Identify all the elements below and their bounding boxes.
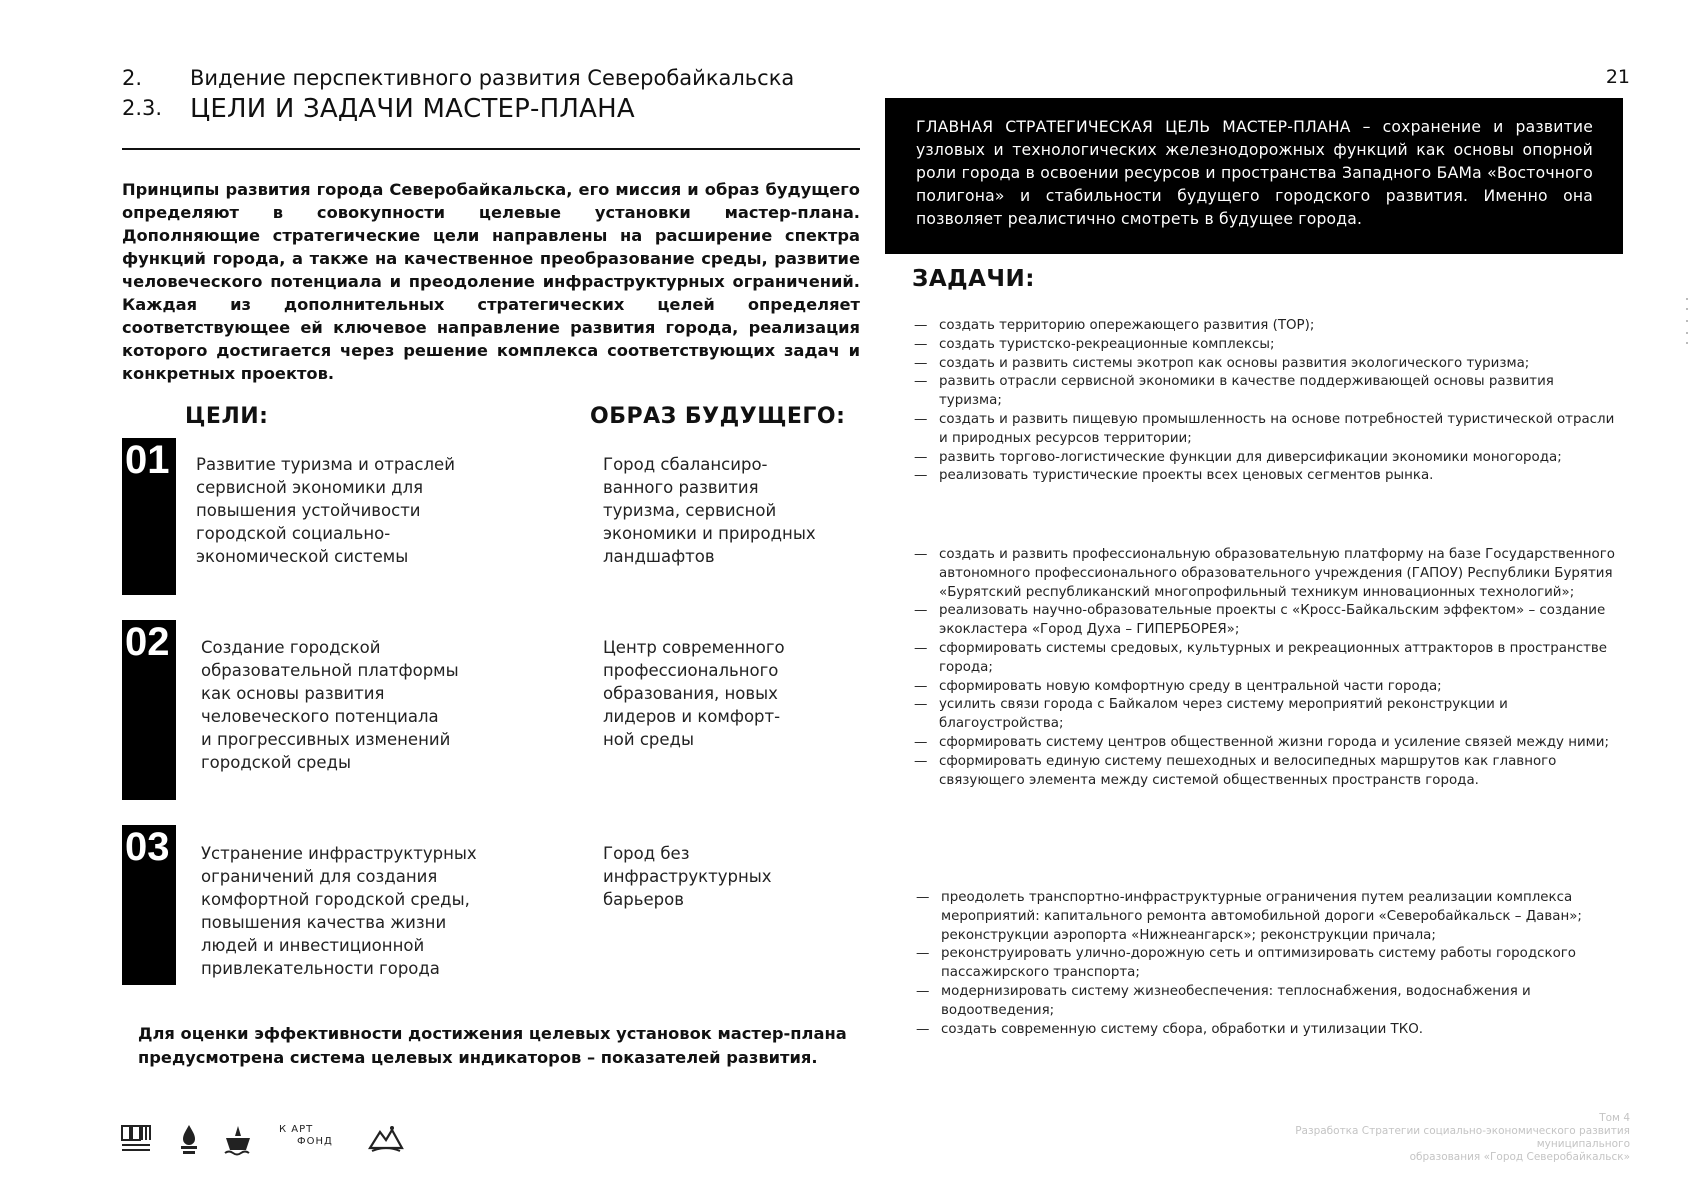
task-item: — создать и развить профессиональную образовательную платформу на базе Государственного автономного профессионального образовательного учреждения (ГАПОУ) Республики Бурятия «Бурятский республиканский многопрофильный техникум инновационных технологий»; (914, 546, 1619, 602)
goal-text-line: Создание городской (201, 638, 381, 657)
boat-emblem-icon (223, 1122, 253, 1156)
task-item: — сформировать системы средовых, культурных и рекреационных аттракторов в пространстве города; (914, 640, 1619, 678)
tasks-list-tourism (914, 317, 1619, 486)
goal-text-line: привлекательности города (201, 959, 440, 978)
future-text-line: образования, новых (603, 684, 778, 703)
goal-text-line: Развитие туризма и отраслей (196, 455, 455, 474)
goal-text-line: городской среды (201, 753, 351, 772)
future-text (603, 842, 772, 911)
tasks-list-infrastructure (916, 889, 1621, 1039)
future-text-line: профессионального (603, 661, 779, 680)
task-item: — создать и развить пищевую промышленность на основе потребностей туристической отрасли и природных ресурсов территории; (914, 411, 1619, 449)
task-item: — преодолеть транспортно-инфраструктурные ограничения путем реализации комплекса мероприятий: капитального ремонта автомобильной дороги «Северобайкальск – Даван»; реконструкции аэропорта «Нижнеангарск»; реконструкции причала; (916, 889, 1621, 945)
goal-number-block (122, 620, 176, 800)
dom-logo-icon (120, 1122, 152, 1156)
task-item: — реализовать научно-образовательные проекты с «Кросс-Байкальским эффектом» – создание экокластера «Город Духа – ГИПЕРБОРЕЯ»; (914, 602, 1619, 640)
future-heading: ОБРАЗ БУДУЩЕГО: (590, 404, 846, 429)
drop-emblem-icon (178, 1122, 200, 1156)
tasks-heading: ЗАДАЧИ: (912, 266, 1035, 292)
goal-text-line: повышения устойчивости (196, 501, 421, 520)
future-text-line: туризма, сервисной (603, 501, 777, 520)
task-item: — сформировать систему центров общественной жизни города и усиление связей между ними; (914, 734, 1619, 753)
tasks-list-education (914, 546, 1619, 790)
indicators-note: Для оценки эффективности достижения целевых установок мастер-плана предусмотрена система целевых индикаторов – показателей развития. (138, 1024, 847, 1067)
kart-logo-text: К АРТ (279, 1124, 314, 1135)
future-text (603, 453, 816, 568)
future-text-line: ванного развития (603, 478, 759, 497)
credit-title: Разработка Стратегии социально-экономического развития муниципального (1295, 1125, 1630, 1150)
future-text-line: Город сбалансиро- (603, 455, 768, 474)
main-strategic-goal-box (885, 98, 1623, 254)
page-title: ЦЕЛИ И ЗАДАЧИ МАСТЕР-ПЛАНА (190, 94, 635, 124)
section-title: Видение перспективного развития Северобайкальска (190, 66, 795, 90)
goals-heading: ЦЕЛИ: (185, 404, 269, 429)
task-item: — развить отрасли сервисной экономики в качестве поддерживающей основы развития туризма; (914, 373, 1619, 411)
intro-paragraph: Принципы развития города Северобайкальска, его миссия и образ будущего определяют в совокупности целевые установки мастер-плана. Дополняющие стратегические цели направлены на расширение спектра функций города, а также на качественное преобразование среды, развитие человеческого потенциала и преодоление инфраструктурных ограничений. Каждая из дополнительных стратегических целей определяет соответствующее ей ключевое направление развития города, реализация которого достигается через решение комплекса соответствующих задач и конкретных проектов. (122, 180, 860, 383)
mountain-emblem-icon (368, 1122, 404, 1156)
future-text-line: Центр современного (603, 638, 785, 657)
goal-text-line: образовательной платформы (201, 661, 459, 680)
task-item: — сформировать единую систему пешеходных и велосипедных маршрутов как главного связующего элемента между системой общественных пространств города. (914, 753, 1619, 791)
future-text-line: ландшафтов (603, 547, 715, 566)
main-goal-text: – сохранение и развитие узловых и технологических железнодорожных функций как основы опорной роли города в освоении ресурсов и пространства Западного БАМа «Восточного полигона» и стабильности будущего городского развития. Именно она позволяет реалистично смотреть в будущее города. (916, 118, 1593, 228)
task-item: — создать территорию опережающего развития (ТОР); (914, 317, 1619, 336)
future-text-line: лидеров и комфорт- (603, 707, 781, 726)
goal-number-block (122, 825, 176, 985)
subsection-number: 2.3. (122, 96, 163, 120)
goal-number: 02 (125, 620, 170, 664)
credit-volume: Том 4 (1599, 1112, 1630, 1124)
edge-marks (1684, 298, 1690, 344)
page-number: 21 (1605, 66, 1630, 88)
task-item: — развить торгово-логистические функции для диверсификации экономики моногорода; (914, 449, 1619, 468)
credit-subtitle: образования «Город Северобайкальск» (1409, 1151, 1630, 1163)
goal-text-line: Устранение инфраструктурных (201, 844, 477, 863)
section-heading (122, 66, 794, 90)
main-goal-lead: ГЛАВНАЯ СТРАТЕГИЧЕСКАЯ ЦЕЛЬ МАСТЕР-ПЛАНА (916, 118, 1351, 136)
goal-text-line: и прогрессивных изменений (201, 730, 451, 749)
goal-text-line: комфортной городской среды, (201, 890, 470, 909)
goal-text (201, 636, 459, 774)
future-text-line: барьеров (603, 890, 684, 909)
goal-text-line: сервисной экономики для (196, 478, 424, 497)
task-item: — модернизировать систему жизнеобеспечения: теплоснабжения, водоснабжения и водоотведения; (916, 983, 1621, 1021)
future-text-line: инфраструктурных (603, 867, 772, 886)
goal-text-line: человеческого потенциала (201, 707, 439, 726)
task-item: — создать туристско-рекреационные комплексы; (914, 336, 1619, 355)
future-text-line: Город без (603, 844, 690, 863)
goal-text-line: ограничений для создания (201, 867, 438, 886)
document-credit (1240, 1112, 1630, 1164)
goal-number-block (122, 438, 176, 595)
task-item: — создать и развить системы экотроп как основы развития экологического туризма; (914, 355, 1619, 374)
kart-fond-logo (279, 1124, 333, 1148)
task-item: — сформировать новую комфортную среду в центральной части города; (914, 678, 1619, 697)
task-item: — создать современную систему сбора, обработки и утилизации ТКО. (916, 1021, 1621, 1040)
goal-text-line: городской социально- (196, 524, 391, 543)
future-text (603, 636, 785, 751)
subsection-heading (122, 94, 635, 124)
task-item: — реконструировать улично-дорожную сеть и оптимизировать систему работы городского пассажирского транспорта; (916, 945, 1621, 983)
goal-text-line: как основы развития (201, 684, 385, 703)
section-number: 2. (122, 66, 143, 90)
future-text-line: экономики и природных (603, 524, 816, 543)
header-divider (122, 148, 860, 150)
fond-logo-text: ФОНД (297, 1136, 333, 1147)
goal-text (196, 453, 455, 568)
goal-text-line: экономической системы (196, 547, 409, 566)
goal-text (201, 842, 477, 980)
task-item: — усилить связи города с Байкалом через систему мероприятий реконструкции и благоустройства; (914, 696, 1619, 734)
goal-text-line: повышения качества жизни (201, 913, 447, 932)
future-text-line: ной среды (603, 730, 694, 749)
task-item: — реализовать туристические проекты всех ценовых сегментов рынка. (914, 467, 1619, 486)
goal-number: 03 (125, 825, 170, 869)
goal-number: 01 (125, 438, 170, 482)
goal-text-line: людей и инвестиционной (201, 936, 425, 955)
